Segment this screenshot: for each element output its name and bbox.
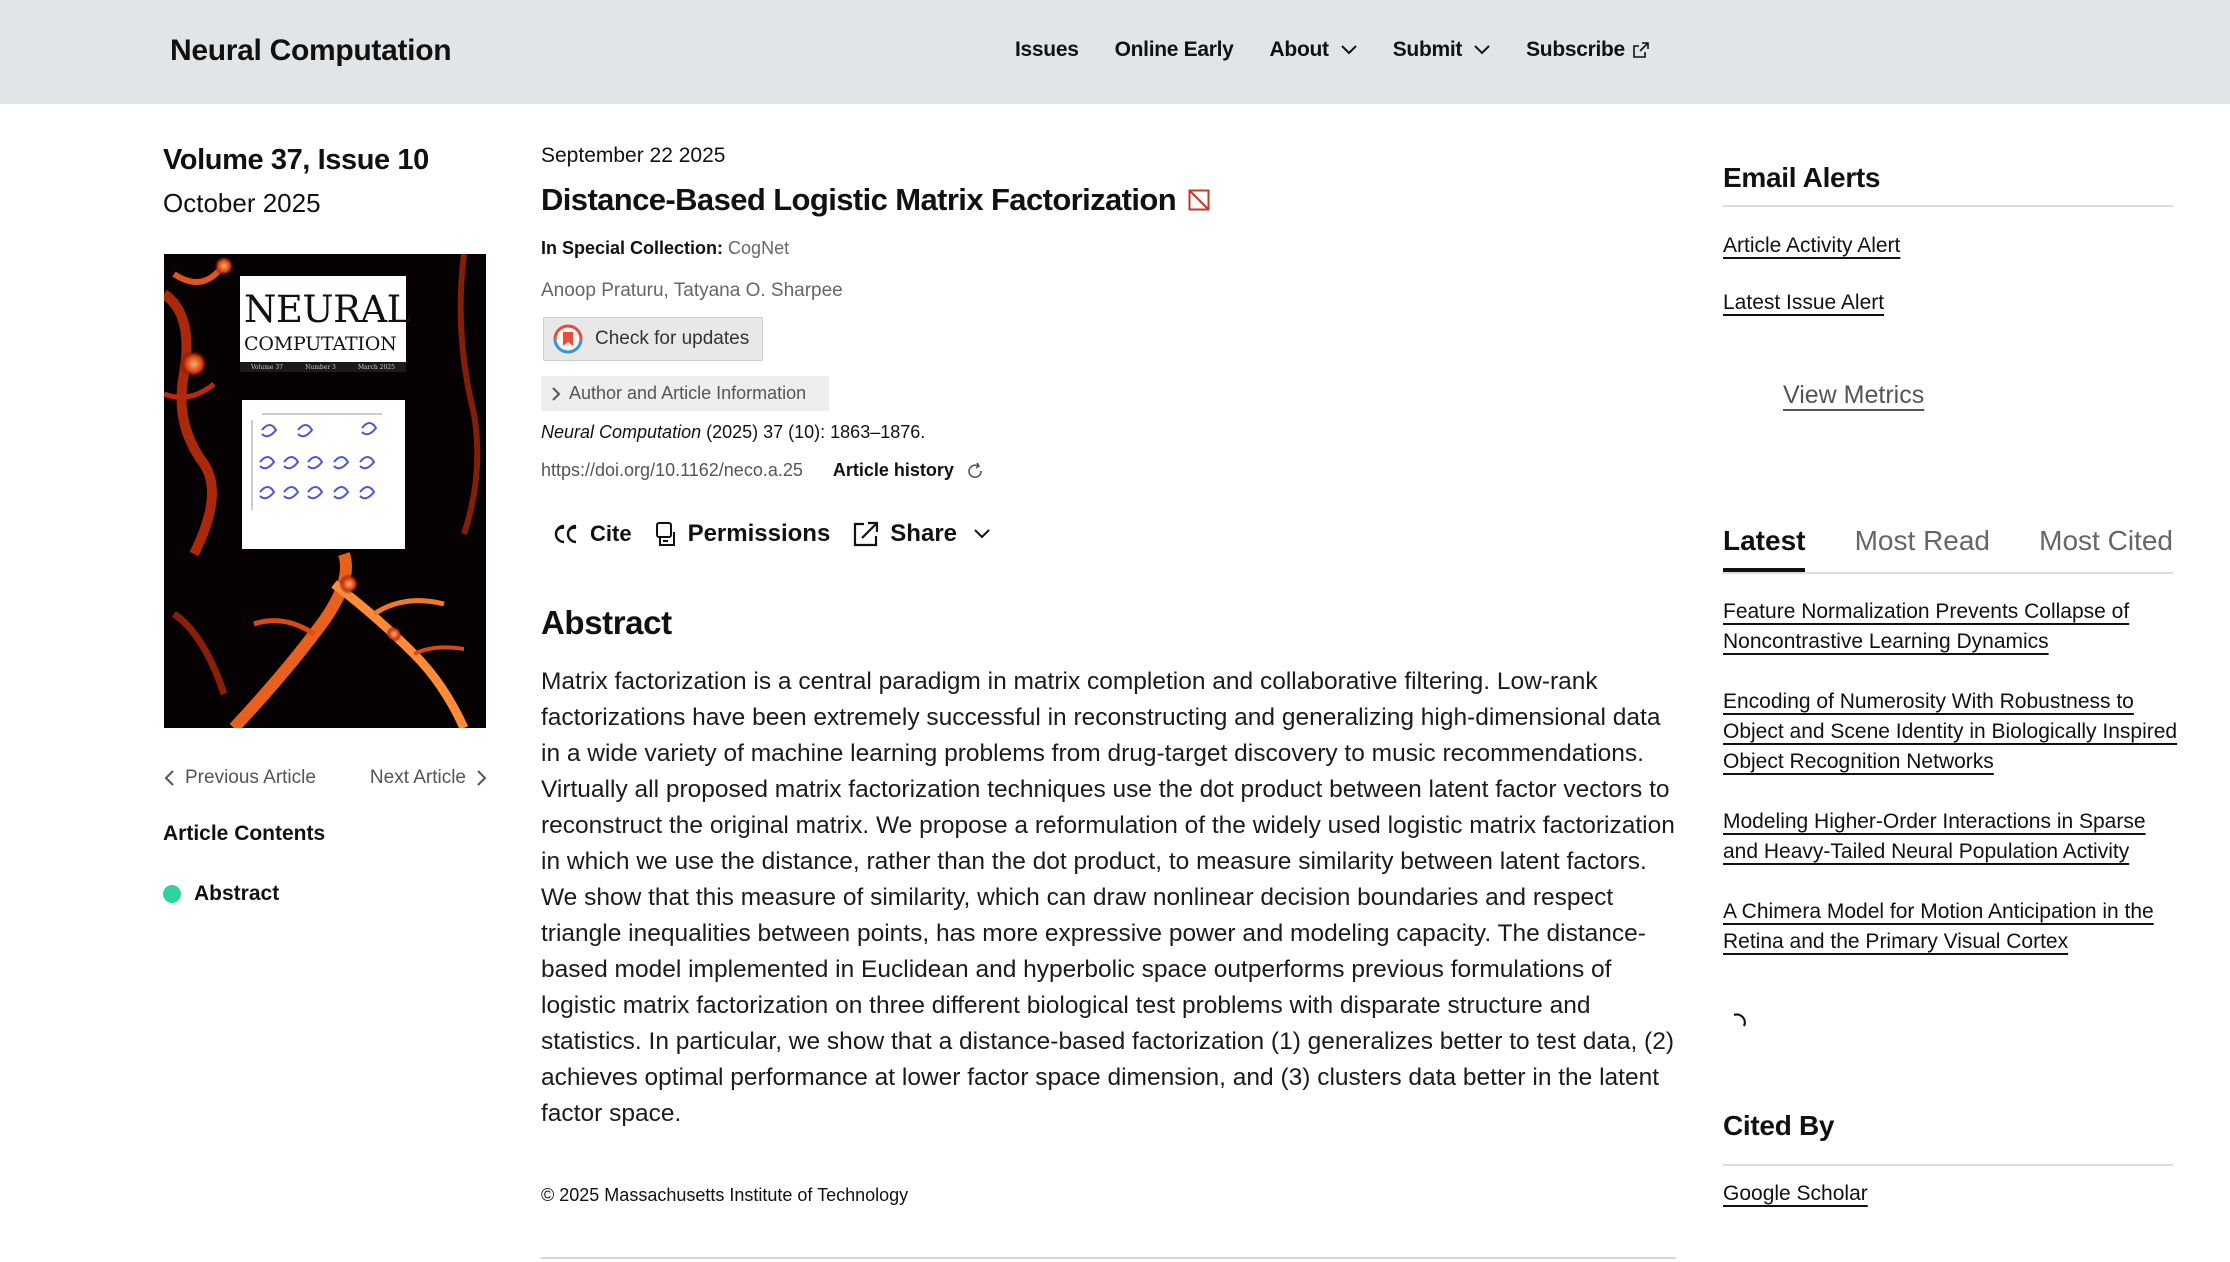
permissions-button[interactable] [654,520,831,548]
main-nav [1015,38,1685,62]
tabs-divider [1723,572,2173,574]
toc-item-abstract[interactable] [163,882,279,906]
article-title-text: Distance-Based Logistic Matrix Factorization [541,182,1177,217]
crossmark-icon [553,324,583,354]
nav-online-early[interactable] [1115,38,1234,62]
open-access-icon [1188,189,1210,211]
check-for-updates-label: Check for updates [595,328,750,349]
active-tab-indicator [1723,568,1805,572]
share-label: Share [890,520,957,547]
author-separator: , [663,280,674,301]
issue-cover-image[interactable] [164,254,486,728]
external-link-icon [1633,42,1649,58]
issue-date: October 2025 [163,188,321,218]
cover-strip-date: March 2025 [357,363,395,371]
special-collection-label: In Special Collection: [541,238,724,258]
nav-online-early-label: Online Early [1114,38,1234,61]
nav-about[interactable] [1270,38,1357,62]
article-activity-alert-link[interactable]: Article Activity Alert [1723,234,1901,257]
cover-title-line1: NEURAL [244,288,411,331]
article-title [541,182,1210,218]
cover-inset-figure [242,400,405,549]
article-tools [552,520,1013,548]
issue-volume[interactable]: Volume 37, Issue 10 [163,144,429,176]
chevron-right-icon [476,769,488,787]
loading-spinner-icon [1730,1012,1750,1032]
latest-article-link[interactable]: A Chimera Model for Motion Anticipation in the Retina and the Primary Visual Cortex [1723,900,2154,953]
email-alerts-heading: Email Alerts [1723,162,1881,193]
check-for-updates-button[interactable] [543,317,763,361]
permissions-icon [654,520,678,548]
nav-issues[interactable] [1015,38,1079,62]
toc-item-label: Abstract [194,882,280,905]
cited-by-divider [1723,1164,2173,1166]
next-article-label: Next Article [369,767,466,788]
chevron-left-icon [163,769,175,787]
history-icon [966,462,984,480]
article-contents-heading: Article Contents [163,822,326,845]
site-header [0,0,2230,104]
content-divider [541,1257,1676,1259]
previous-article-link[interactable] [163,767,316,789]
abstract-text: Matrix factorization is a central paradigm in matrix completion and collaborative filtering. Low-rank factorizations have been extremely successful in reconstructing and generalizing high-dimensional data in a wide variety of machine learning problems from drug-target discovery to music recommendations. Virtually all proposed matrix factorization techniques use the dot product between latent factor vectors to reconstruct the original matrix. We propose a reformulation of the widely used logistic matrix factorization in which we use the distance, rather than the dot product, to measure similarity between latent factors. We show that this measure of similarity, which can draw nonlinear decision boundaries and respect triangle inequalities between points, has more expressive power and modeling capacity. The distance-based model implemented in Euclidean and hyperbolic space outperforms previous formulations of logistic matrix factorization on three different biological test problems with disparate structure and statistics. In particular, we show that a distance-based factorization (1) generalizes better to test data, (2) achieves optimal performance at lower factor space dimension, and (3) clusters data better in the latent factor space. [541,668,1675,1127]
cover-strip-number: Number 3 [305,363,336,371]
citation-line [541,422,925,443]
chevron-down-icon [1474,45,1490,55]
citation-details: (2025) 37 (10): 1863–1876. [701,422,926,442]
next-article-link[interactable] [370,767,488,789]
previous-article-label: Previous Article [185,767,316,788]
author-article-info-label: Author and Article Information [569,383,807,403]
nav-submit[interactable] [1393,38,1490,62]
special-collection-link[interactable]: CogNet [728,238,790,258]
toc-active-dot [163,885,181,903]
cite-label: Cite [590,521,632,546]
email-alerts-divider [1723,205,2173,207]
tab-most-cited[interactable]: Most Cited [2039,525,2173,556]
tab-latest[interactable]: Latest [1723,525,1806,556]
cover-title-block [240,276,411,370]
view-metrics-link[interactable]: View Metrics [1783,381,1925,409]
chevron-right-icon [551,386,561,402]
permissions-label: Permissions [687,520,831,547]
citation-journal: Neural Computation [541,422,702,442]
article-history-button[interactable] [833,460,984,481]
cited-by-heading: Cited By [1723,1110,1835,1141]
article-history-label: Article history [832,460,954,480]
journal-brand[interactable]: Neural Computation [170,34,452,67]
latest-article-link[interactable]: Feature Normalization Prevents Collapse of Noncontrastive Learning Dynamics [1723,600,2130,653]
latest-article-link[interactable]: Encoding of Numerosity With Robustness to Object and Scene Identity in Biologically Inspired Object Recognition Networks [1723,690,2178,773]
nav-about-label: About [1269,38,1329,61]
cover-strip-volume: Volume 37 [251,363,283,371]
doi-row [541,460,984,481]
chevron-down-icon [973,528,991,540]
cover-inset-art [242,400,405,549]
cover-title-line2: COMPUTATION [244,333,397,355]
article-pagination [163,767,488,789]
share-button[interactable] [852,520,991,548]
nav-subscribe[interactable] [1526,38,1649,62]
cite-button[interactable] [552,521,632,547]
chevron-down-icon [1341,45,1357,55]
abstract-heading: Abstract [541,604,672,641]
author-link[interactable]: Tatyana O. Sharpee [673,280,843,301]
nav-issues-label: Issues [1015,38,1079,61]
quote-icon [552,522,580,546]
nav-subscribe-label: Subscribe [1526,38,1625,61]
cover-issue-strip [240,362,406,372]
article-list-tabs [1723,525,2173,557]
author-list [541,280,843,302]
author-link[interactable]: Anoop Praturu [541,280,664,301]
latest-issue-alert-link[interactable]: Latest Issue Alert [1723,291,1885,314]
latest-article-link[interactable]: Modeling Higher-Order Interactions in Sparse and Heavy-Tailed Neural Population Activity [1723,810,2146,863]
share-icon [852,520,880,548]
tab-most-read[interactable]: Most Read [1854,525,1991,556]
publication-date: September 22 2025 [541,144,726,167]
google-scholar-link[interactable]: Google Scholar [1723,1182,1868,1205]
nav-submit-label: Submit [1392,38,1463,61]
copyright-notice: © 2025 Massachusetts Institute of Technology [541,1185,909,1205]
special-collection [541,238,789,259]
author-article-info-toggle[interactable] [541,376,829,411]
doi-link[interactable]: https://doi.org/10.1162/neco.a.25 [541,460,803,480]
